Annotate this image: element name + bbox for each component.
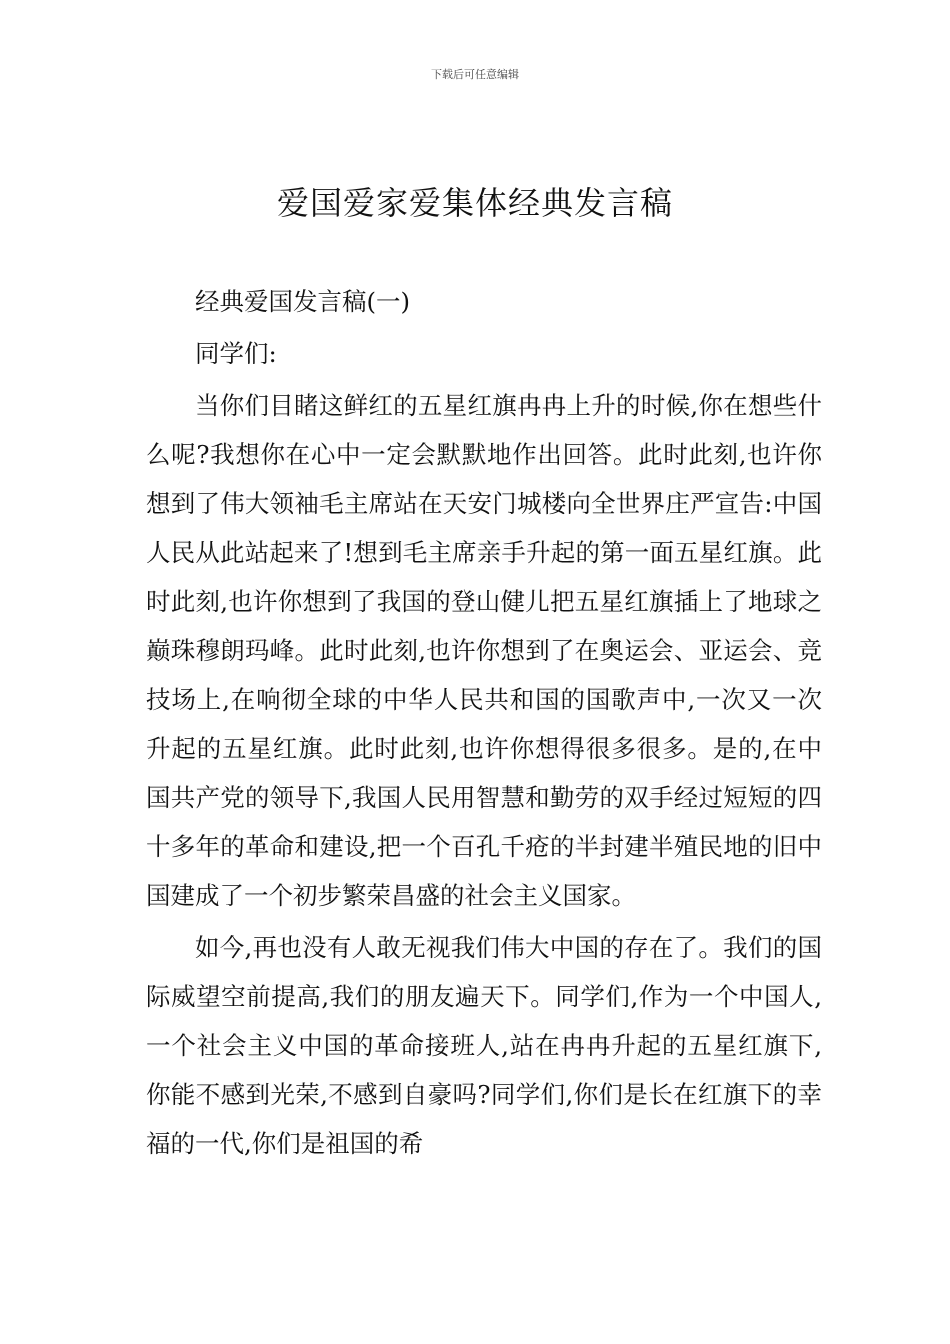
greeting: 同学们: [195, 339, 277, 368]
header-note: 下载后可任意编辑 [431, 68, 519, 81]
paragraph-2: 如今,再也没有人敢无视我们伟大中国的存在了。我们的国际威望空前提高,我们的朋友遍天下。同学们,作为一个中国人,一个社会主义中国的革命接班人,站在冉冉升起的五星红旗下,你能不感到光荣,不感到自豪吗?同学们,你们是长在红旗下的幸福的一代,你们是祖国的希 [146, 933, 822, 1158]
document-body [146, 277, 822, 1168]
paragraph-1: 当你们目睹这鲜红的五星红旗冉冉上升的时候,你在想些什么呢?我想你在心中一定会默默地作出回答。此时此刻,也许你想到了伟大领袖毛主席站在天安门城楼向全世界庄严宣告:中国人民从此站起来了!想到毛主席亲手升起的第一面五星红旗。此时此刻,也许你想到了我国的登山健儿把五星红旗插上了地球之巅珠穆朗玛峰。此时此刻,也许你想到了在奥运会、亚运会、竞技场上,在响彻全球的中华人民共和国的国歌声中,一次又一次升起的五星红旗。此时此刻,也许你想得很多很多。是的,在中国共产党的领导下,我国人民用智慧和勤劳的双手经过短短的四十多年的革命和建设,把一个百孔千疮的半封建半殖民地的旧中国建成了一个初步繁荣昌盛的社会主义国家。 [146, 391, 822, 910]
document-title: 爱国爱家爱集体经典发言稿 [276, 184, 673, 222]
section-subtitle: 经典爱国发言稿(一) [195, 287, 411, 316]
